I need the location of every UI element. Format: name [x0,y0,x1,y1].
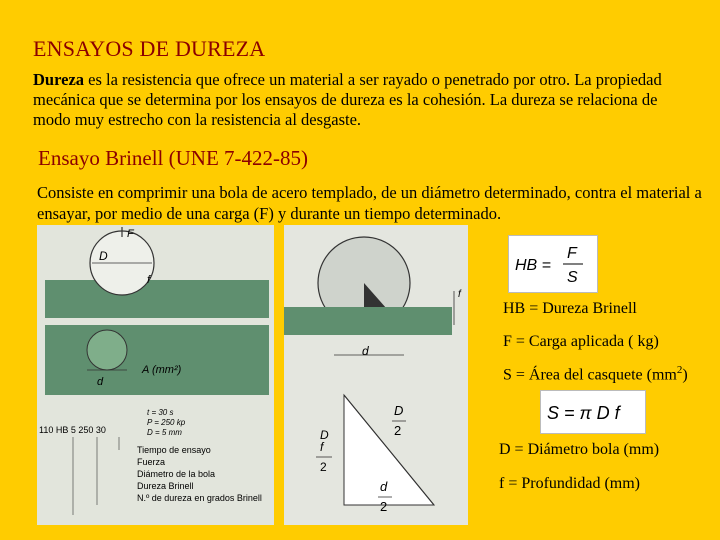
designation: 110 HB 5 250 30 [39,425,106,435]
formula-s-text: S = π D f [547,403,620,423]
legend-1: Fuerza [137,457,166,467]
legend-3: Dureza Brinell [137,481,194,491]
def-hb: HB = Dureza Brinell [503,300,637,317]
formula-s-svg [541,391,645,433]
intro-term: Dureza [33,70,85,89]
def-s [503,364,688,384]
legend-4: N.º de dureza en grados Brinell [137,493,262,503]
brinell-heading: Ensayo Brinell (UNE 7-422-85) [38,146,309,170]
def-s-close: ) [682,366,688,384]
frac-bot-num: d [380,479,388,494]
label-A: A (mm²) [142,364,182,376]
frac-left-sub: f [320,440,324,454]
legend-0: Tiempo de ensayo [137,445,211,455]
frac-left-den: 2 [320,460,327,474]
frac-top-den: 2 [394,423,402,438]
intro-text: es la resistencia que ofrece un material a ser rayado o penetrado por otro. La propiedad mecánica que se determina por los ensayos de dureza es la cohesión. La dureza se relaciona de modo muy estrecho con la resistencia al desgaste. [33,70,662,129]
indentation [87,330,127,370]
bottom-plate [45,325,269,395]
param-t: t = 30 s [147,408,174,417]
brinell-description: Consiste en comprimir una bola de acero templado, de un diámetro determinado, contra el material a ensayar, por medio de una carga (F) y durante un tiempo determinado. [37,183,702,223]
intro-paragraph [33,70,693,130]
brinell-ball-diagram [37,225,274,525]
geometry-svg [284,225,468,525]
formula-hb-svg [509,236,597,292]
formula-hb-num: F [567,245,577,262]
label-d: d [97,376,104,388]
formula-hb [508,235,598,293]
legend-2: Diámetro de la bola [137,469,216,479]
frac-top-num: D [394,403,404,418]
formula-hb-lhs: HB = [515,257,552,274]
frac-left-num: D [320,428,329,442]
top-plate [45,280,269,318]
label-d-mid: d [362,344,369,358]
geometry-diagram [284,225,468,525]
label-f-mid: f [458,289,461,300]
def-d: D = Diámetro bola (mm) [499,441,660,458]
def-s-sup: 2 [676,364,683,376]
def-prof: f = Profundidad (mm) [499,475,640,492]
page-title: ENSAYOS DE DUREZA [33,36,266,61]
ball-diagram-svg [37,225,274,525]
label-f-top: f [147,274,151,286]
param-P: P = 250 kp [147,418,186,427]
label-D: D [99,249,108,263]
frac-bot-den: 2 [380,499,388,514]
def-f: F = Carga aplicada ( kg) [503,333,659,350]
label-F: F [127,228,134,240]
param-D: D = 5 mm [147,428,182,437]
def-s-text: S = Área del casquete (mm [503,366,677,384]
plate-mid [284,307,452,335]
formula-s [540,390,646,434]
formula-hb-den: S [567,269,578,286]
